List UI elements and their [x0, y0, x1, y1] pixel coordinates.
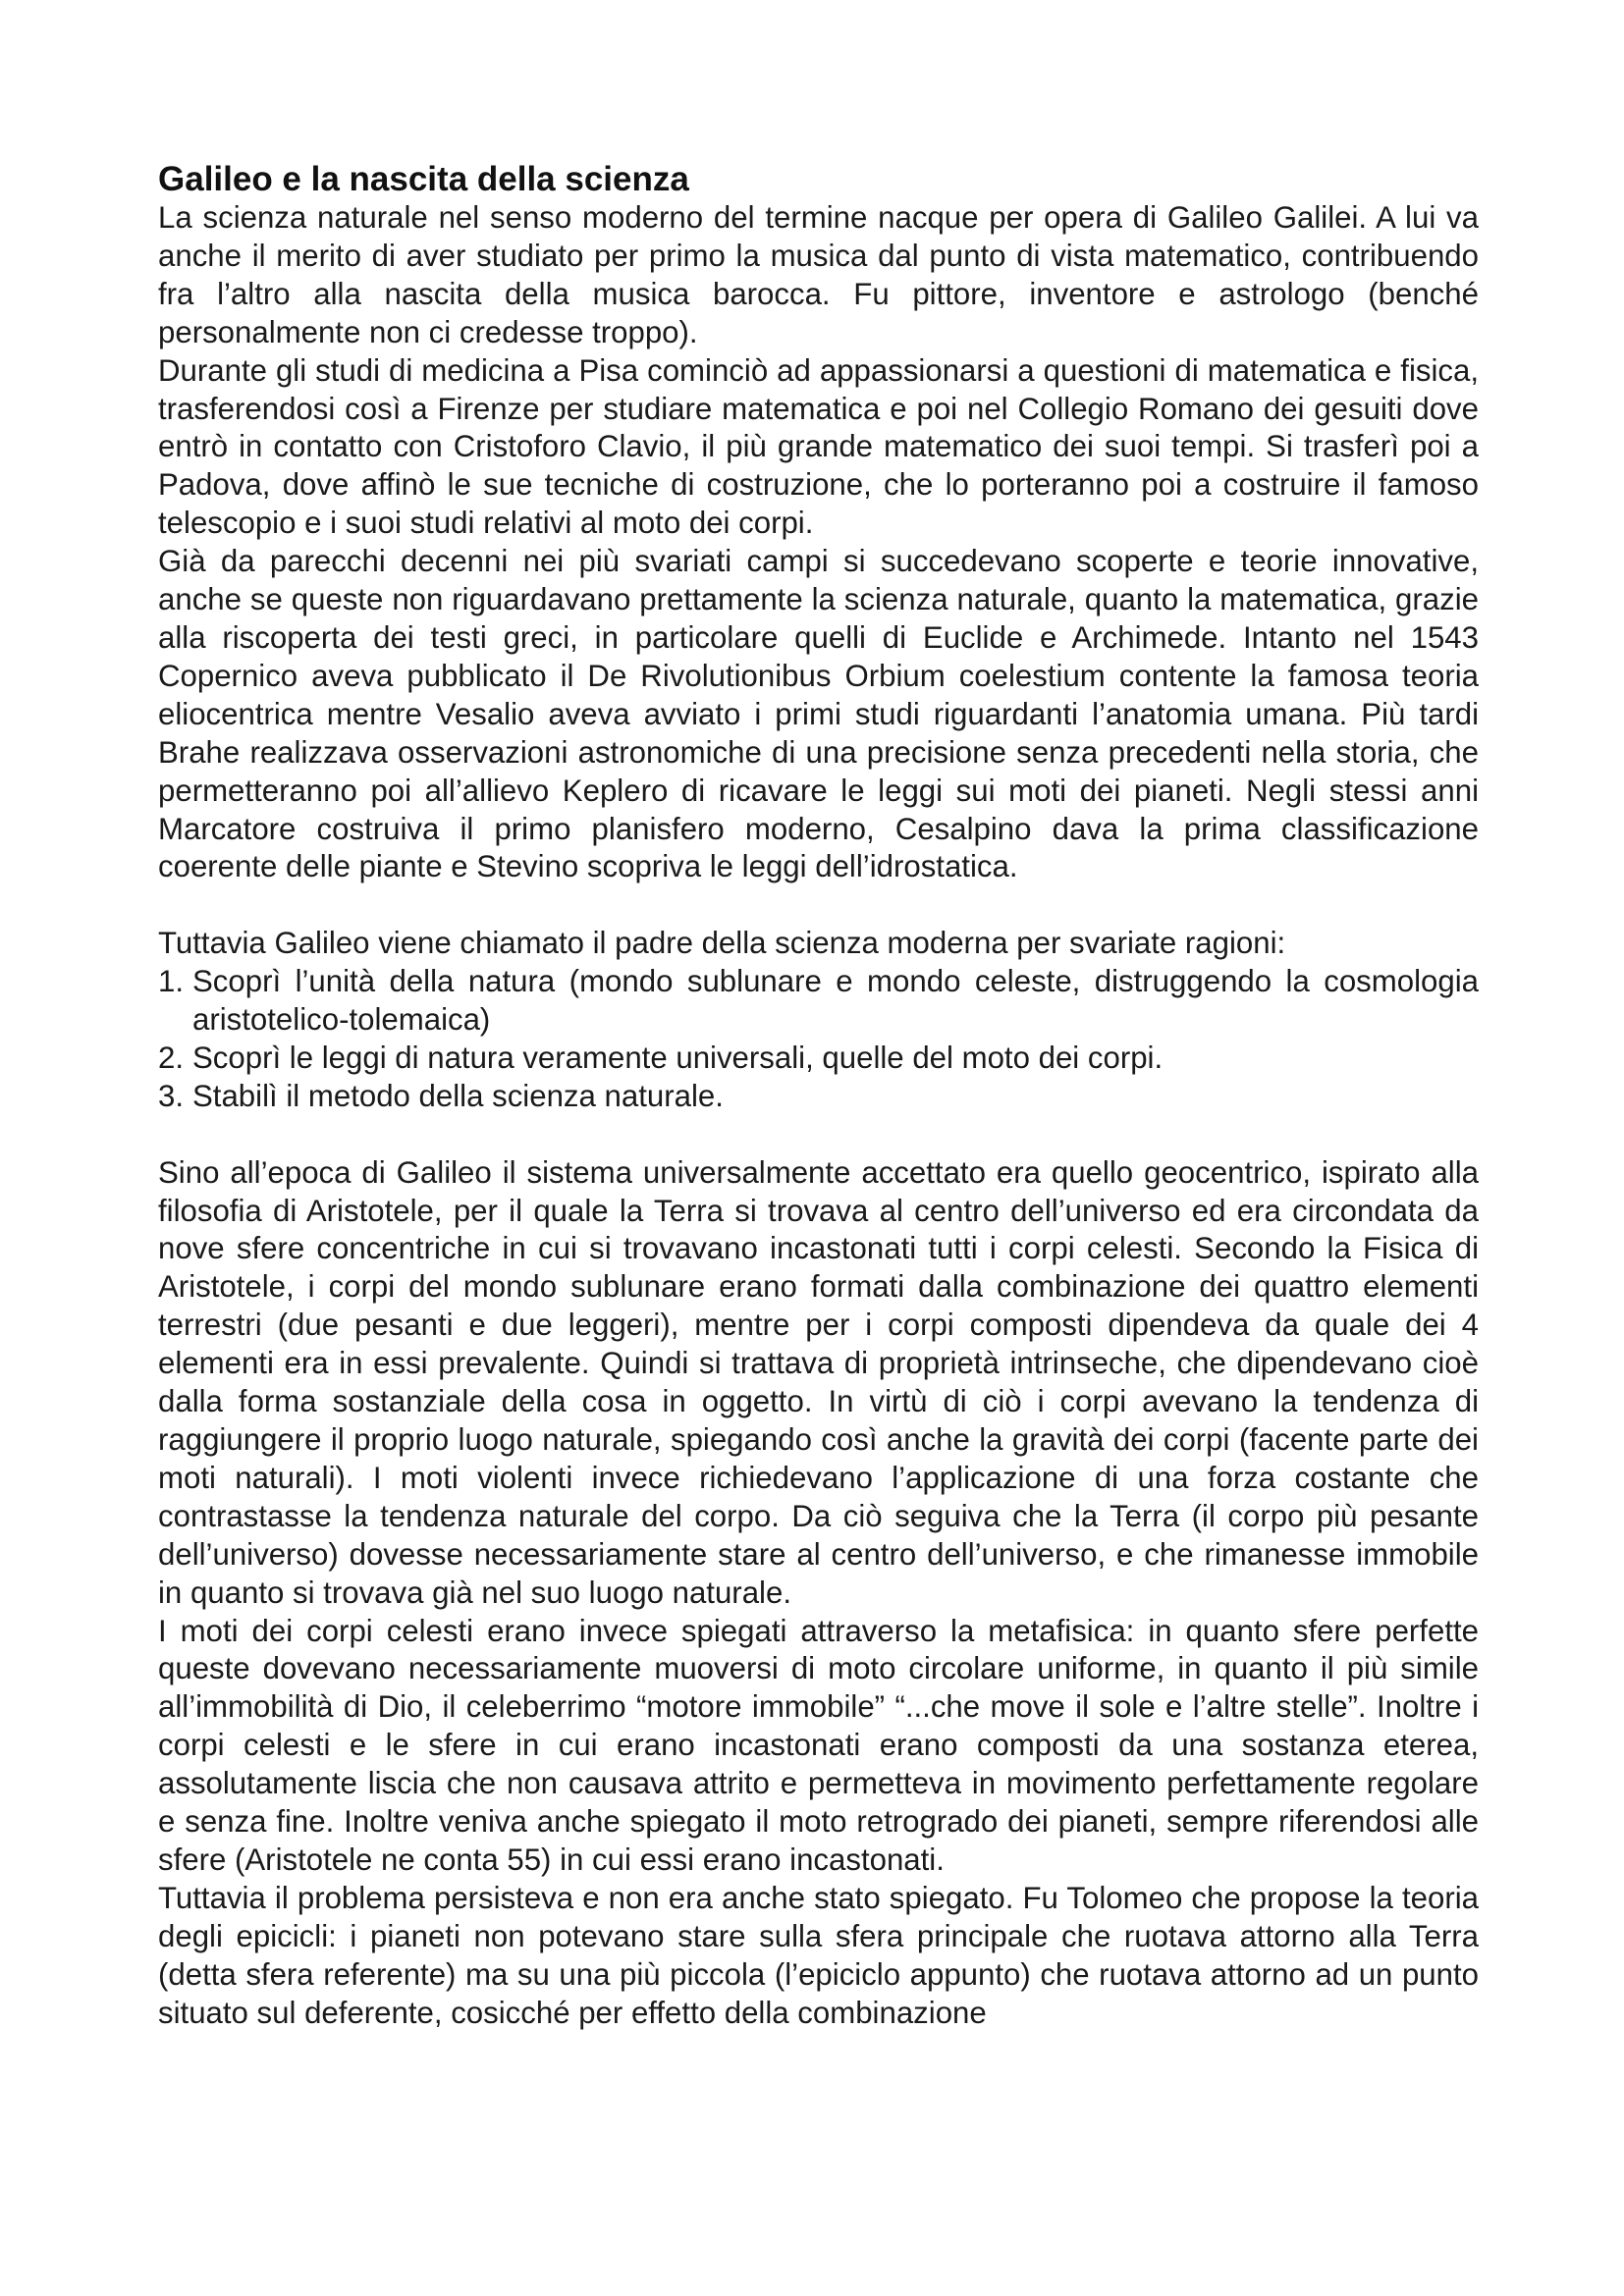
list-item-text: Scoprì l’unità della natura (mondo sublunare e mondo celeste, distruggendo la cosmologia aristotelico-tolemaica) — [192, 964, 1479, 1038]
list-item-number: 3. — [158, 1078, 185, 1113]
paragraph-intro: La scienza naturale nel senso moderno del termine nacque per opera di Galileo Galilei. A lui va anche il merito di aver studiato per primo la musica dal punto di vista matematico, contribuendo fra l’altro alla nascita della musica barocca. Fu pittore, inventore e astrologo (benché personalmente non ci credesse troppo). — [158, 200, 1479, 349]
list-item-number: 2. — [158, 1040, 185, 1075]
paragraph-studies: Durante gli studi di medicina a Pisa cominciò ad appassionarsi a questioni di matematica e fisica, trasferendosi così a Firenze per studiare matematica e poi nel Collegio Romano dei gesuiti dove entrò in contatto con Cristoforo Clavio, il più grande matematico dei suoi tempi. Si trasferì poi a Padova, dove affinò le sue tecniche di costruzione, che lo porteranno poi a costruire il famoso telescopio e i suoi studi relativi al moto dei corpi. — [158, 352, 1479, 541]
reasons-list — [158, 963, 1479, 1116]
list-intro: Tuttavia Galileo viene chiamato il padre della scienza moderna per svariate ragioni: — [158, 926, 1286, 961]
spacer — [158, 1116, 1479, 1154]
list-item-number: 1. — [158, 964, 185, 999]
paragraph-discoveries: Già da parecchi decenni nei più svariati campi si succedevano scoperte e teorie innovative, anche se queste non riguardavano prettamente la scienza naturale, quanto la matematica, grazie alla riscoperta dei testi greci, in particolare quelli di Euclide e Archimede. Intanto nel 1543 Copernico aveva pubblicato il De Rivolutionibus Orbium coelestium contente la famosa teoria eliocentrica mentre Vesalio aveva avviato i primi studi riguardanti l’anatomia umana. Più tardi Brahe realizzava osservazioni astronomiche di una precisione senza precedenti nella storia, che permetteranno poi all’allievo Keplero di ricavare le leggi sui moti dei pianeti. Negli stessi anni Marcatore costruiva il primo planisfero moderno, Cesalpino dava la prima classificazione coerente delle piante e Stevino scopriva le leggi dell’idrostatica. — [158, 544, 1479, 884]
list-item-text: Stabilì il metodo della scienza naturale. — [192, 1078, 724, 1113]
paragraph-geocentric: Sino all’epoca di Galileo il sistema universalmente accettato era quello geocentrico, ispirato alla filosofia di Aristotele, per il quale la Terra si trovava al centro dell’universo ed era circondata da nove sfere concentriche in cui si trovavano incastonati tutti i corpi celesti. Secondo la Fisica di Aristotele, i corpi del mondo sublunare erano formati dalla combinazione dei quattro elementi terrestri (due pesanti e due leggeri), mentre per i corpi composti dipendeva da quale dei 4 elementi era in essi prevalente. Quindi si trattava di proprietà intrinseche, che dipendevano cioè dalla forma sostanziale della cosa in oggetto. In virtù di ciò i corpi avevano la tendenza di raggiungere il proprio luogo naturale, spiegando così anche la gravità dei corpi (facente parte dei moti naturali). I moti violenti invece richiedevano l’applicazione di una forza costante che contrastasse la tendenza naturale del corpo. Da ciò seguiva che la Terra (il corpo più pesante dell’universo) dovesse necessariamente stare al centro dell’universo, e che rimanesse immobile in quanto si trovava già nel suo luogo naturale. — [158, 1154, 1479, 1610]
list-item — [158, 963, 1479, 1040]
paragraph-celestial: I moti dei corpi celesti erano invece spiegati attraverso la metafisica: in quanto sfere perfette queste dovevano necessariamente muoversi di moto circolare uniforme, in quanto il più simile all’immobilità di Dio, il celeberrimo “motore immobile” “...che move il sole e l’altre stelle”. Inoltre i corpi celesti e le sfere in cui erano incastonati erano composti da una sostanza eterea, assolutamente liscia che non causava attrito e permetteva in movimento perfettamente regolare e senza fine. Inoltre veniva anche spiegato il moto retrogrado dei pianeti, sempre riferendosi alle sfere (Aristotele ne conta 55) in cui essi erano incastonati. — [158, 1613, 1479, 1877]
list-item — [158, 1040, 1479, 1078]
spacer — [158, 886, 1479, 925]
document-title: Galileo e la nascita della scienza — [158, 160, 689, 198]
list-item — [158, 1078, 1479, 1116]
list-item-text: Scoprì le leggi di natura veramente universali, quelle del moto dei corpi. — [192, 1040, 1164, 1075]
paragraph-epicycles: Tuttavia il problema persisteva e non era anche stato spiegato. Fu Tolomeo che propose la teoria degli epicicli: i pianeti non potevano stare sulla sfera principale che ruotava attorno alla Terra (detta sfera referente) ma su una più piccola (l’epiciclo appunto) che ruotava attorno ad un punto situato sul deferente, cosicché per effetto della combinazione — [158, 1880, 1479, 2030]
document-page — [158, 160, 1479, 2032]
